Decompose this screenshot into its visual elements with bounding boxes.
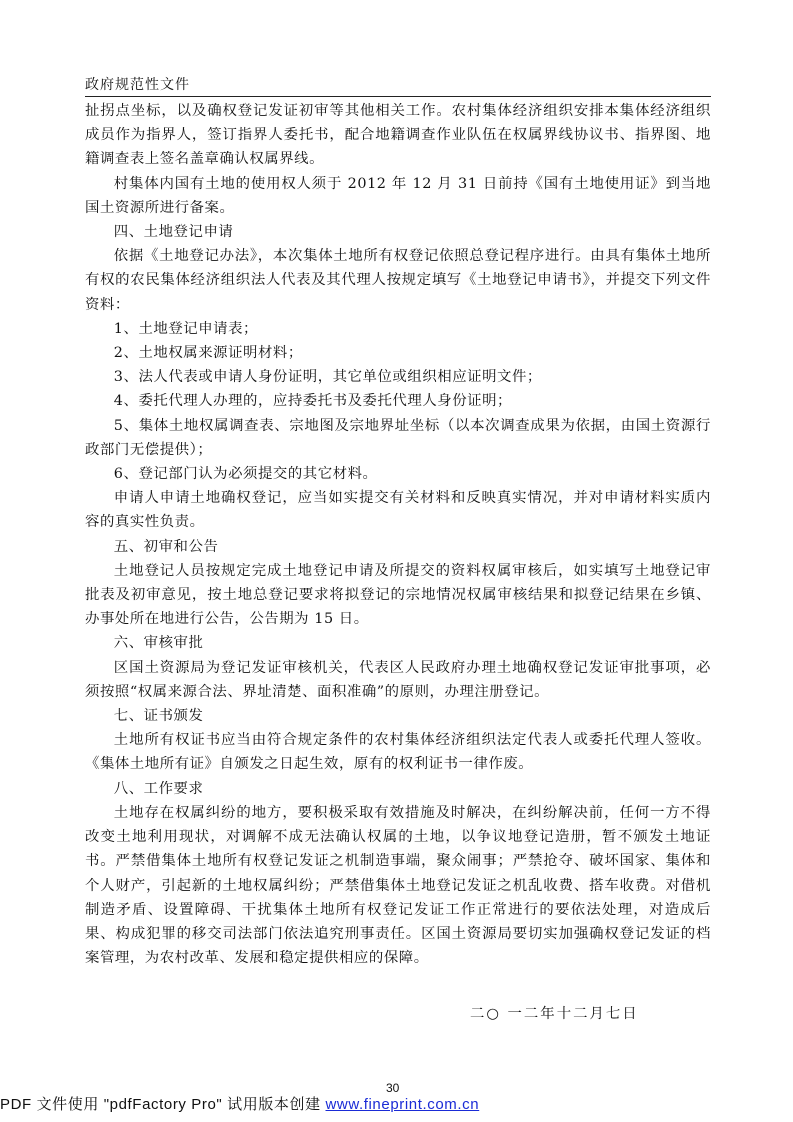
paragraph: 扯拐点坐标，以及确权登记发证初审等其他相关工作。农村集体经济组织安排本集体经济组织成员作为指界人，签订指界人委托书，配合地籍调查作业队伍在权属界线协议书、指界图、地籍调查表上签名盖章确认权属界线。: [85, 103, 711, 168]
paragraph: 2、土地权属来源证明材料；: [113, 345, 303, 362]
paragraph: 1、土地登记申请表；: [113, 320, 258, 337]
paragraph: 六、审核审批: [113, 635, 204, 652]
paragraph: 5、集体土地权属调查表、宗地图及宗地界址坐标（以本次调查成果为依据，由国土资源行政部门无偿提供）；: [85, 417, 711, 458]
document-date: 二○ 一二年十二月七日: [470, 1006, 639, 1022]
paragraph: 八、工作要求: [113, 780, 204, 797]
document-body: [85, 99, 711, 970]
document-header: 政府规范性文件: [85, 77, 190, 93]
paragraph: 申请人申请土地确权登记，应当如实提交有关材料和反映真实情况，并对申请材料实质内容的真实性负责。: [85, 490, 711, 531]
watermark-link[interactable]: www.fineprint.com.cn: [325, 1096, 480, 1113]
paragraph: 土地所有权证书应当由符合规定条件的农村集体经济组织法定代表人或委托代理人签收。《集体土地所有证》自颁发之日起生效，原有的权利证书一律作废。: [85, 732, 711, 773]
paragraph: 土地存在权属纠纷的地方，要积极采取有效措施及时解决，在纠纷解决前，任何一方不得改变土地利用现状，对调解不成无法确认权属的土地，以争议地登记造册，暂不颁发土地证书。严禁借集体土地所有权登记发证之机制造事端，聚众闹事；严禁抢夺、破坏国家、集体和个人财产，引起新的土地权属纠纷；严禁借集体土地登记发证之机乱收费、搭车收费。对借机制造矛盾、设置障碍、干扰集体土地所有权登记发证工作正常进行的要依法处理，对造成后果、构成犯罪的移交司法部门依法追究刑事责任。区国土资源局要切实加强确权登记发证的档案管理，为农村改革、发展和稳定提供相应的保障。: [85, 804, 711, 967]
paragraph: 3、法人代表或申请人身份证明，其它单位或组织相应证明文件；: [113, 369, 542, 386]
paragraph: 6、登记部门认为必须提交的其它材料。: [113, 466, 378, 483]
paragraph: 依据《土地登记办法》，本次集体土地所有权登记依照总登记程序进行。由具有集体土地所有权的农民集体经济组织法人代表及其代理人按规定填写《土地登记申请书》，并提交下列文件资料：: [85, 248, 711, 313]
paragraph: 村集体内国有土地的使用权人须于 2012 年 12 月 31 日前持《国有土地使用证》到当地国土资源所进行备案。: [85, 175, 711, 216]
watermark-text: PDF 文件使用 "pdfFactory Pro" 试用版本创建: [0, 1096, 326, 1113]
paragraph: 七、证书颁发: [113, 708, 204, 725]
paragraph: 土地登记人员按规定完成土地登记申请及所提交的资料权属审核后，如实填写土地登记审批表及初审意见，按土地总登记要求将拟登记的宗地情况权属审核结果和拟登记结果在乡镇、办事处所在地进行公告，公告期为 15 日。: [85, 562, 711, 628]
paragraph: 五、初审和公告: [113, 538, 219, 555]
paragraph: 四、土地登记申请: [113, 224, 234, 241]
pdf-factory-watermark: [0, 1093, 600, 1114]
header-divider: [85, 96, 711, 97]
paragraph: 区国土资源局为登记发证审核机关，代表区人民政府办理土地确权登记发证审批事项，必须按照“权属来源合法、界址清楚、面积准确”的原则，办理注册登记。: [85, 659, 711, 700]
page-number: 30: [386, 1081, 400, 1095]
paragraph: 4、委托代理人办理的，应持委托书及委托代理人身份证明；: [113, 393, 512, 410]
